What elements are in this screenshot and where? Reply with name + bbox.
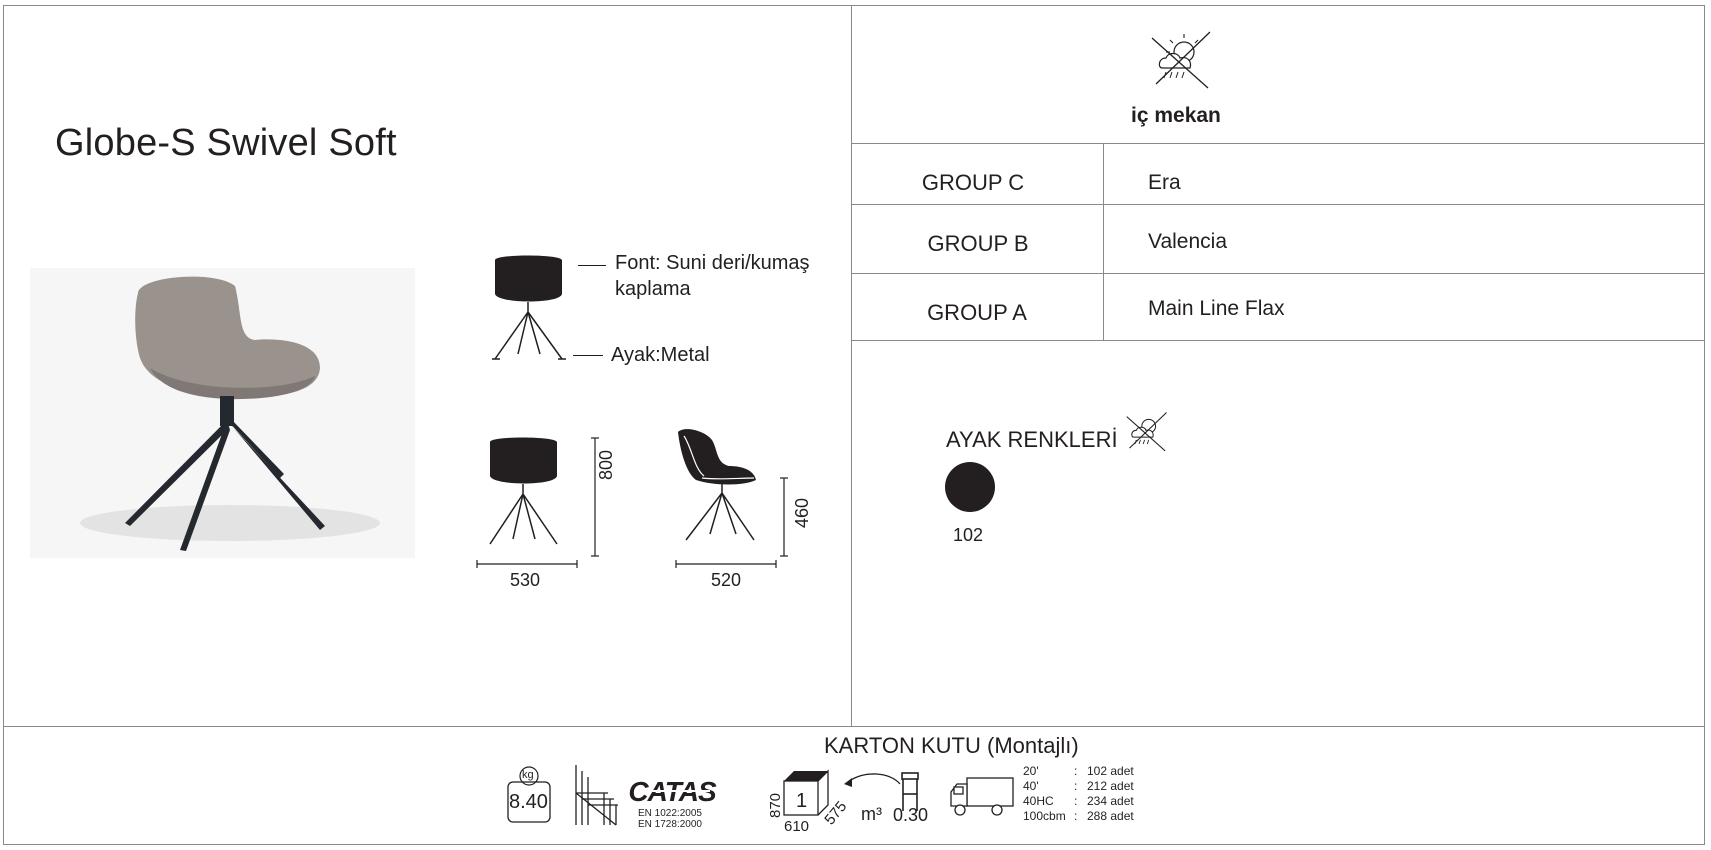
standard-1: EN 1022:2005 <box>638 808 702 819</box>
footer-divider <box>3 726 1705 727</box>
container-separator: : <box>1074 794 1078 808</box>
group-a-label: GROUP A <box>927 300 1027 325</box>
group-c-divider <box>851 204 1705 205</box>
group-c-label: GROUP C <box>921 170 1025 195</box>
usage-label: iç mekan <box>1131 104 1221 127</box>
arrow-icon <box>842 770 902 792</box>
container-separator: : <box>1074 809 1078 823</box>
container-row <box>1023 794 1143 809</box>
weather-cloud-crossed-icon <box>1148 28 1218 90</box>
truck-icon <box>949 776 1015 818</box>
group-table-divider <box>1103 143 1104 340</box>
font-material-label: Font: Suni deri/kumaş <box>615 252 810 274</box>
font-leader-line <box>578 265 606 266</box>
box-width: 610 <box>784 818 810 835</box>
group-c-fabric: Era <box>1148 171 1181 194</box>
group-b-fabric: Valencia <box>1148 230 1227 253</box>
container-type: 100cbm <box>1023 809 1066 823</box>
catas-logo <box>628 776 716 808</box>
seat-height-dimension: 460 <box>792 497 812 528</box>
container-separator: : <box>1074 764 1078 778</box>
group-b-label: GROUP B <box>927 231 1029 256</box>
packaging-title: KARTON KUTU (Montajlı) <box>824 733 1079 758</box>
product-title: Globe-S Swivel Soft <box>55 122 397 164</box>
volume-value: 0.30 <box>893 805 929 825</box>
height-dimension: 800 <box>596 449 616 480</box>
container-type: 40' <box>1023 779 1039 793</box>
box-depth: 575 <box>821 798 851 829</box>
group-b-divider <box>851 273 1705 274</box>
svg-text:CATAS: CATAS <box>628 776 716 807</box>
container-type: 40HC <box>1023 794 1054 808</box>
chair-photo <box>30 268 415 558</box>
leg-colors-title: AYAK RENKLERİ <box>946 427 1118 452</box>
leg-color-swatch <box>945 462 995 512</box>
chair-side-dimension-drawing <box>674 428 799 578</box>
chair-front-material-drawing <box>490 254 570 364</box>
group-a-fabric: Main Line Flax <box>1148 297 1285 320</box>
container-separator: : <box>1074 779 1078 793</box>
leg-color-code: 102 <box>953 525 984 545</box>
leg-material-label: Ayak:Metal <box>611 344 710 366</box>
font-material-label-line2: kaplama <box>615 278 691 300</box>
container-qty: 288 adet <box>1087 809 1134 823</box>
leg-colors-weather-icon <box>1124 408 1172 454</box>
column-divider <box>851 5 852 727</box>
container-row <box>1023 779 1143 794</box>
container-table <box>1023 764 1143 824</box>
depth-dimension: 520 <box>711 570 742 590</box>
container-qty: 234 adet <box>1087 794 1134 808</box>
weight-unit: kg <box>522 769 534 781</box>
leg-leader-line <box>573 355 603 356</box>
container-qty: 212 adet <box>1087 779 1134 793</box>
width-dimension: 530 <box>510 570 541 590</box>
stacking-chairs-icon <box>568 763 620 827</box>
container-row <box>1023 764 1143 779</box>
box-height: 870 <box>767 792 784 818</box>
volume-unit: m³ <box>861 804 882 824</box>
container-qty: 102 adet <box>1087 764 1134 778</box>
weight-value: 8.40 <box>509 791 548 813</box>
standard-2: EN 1728:2000 <box>638 819 702 830</box>
container-row <box>1023 809 1143 824</box>
box-count: 1 <box>796 790 808 812</box>
group-a-divider <box>851 340 1705 341</box>
container-type: 20' <box>1023 764 1039 778</box>
usage-divider <box>851 143 1705 144</box>
